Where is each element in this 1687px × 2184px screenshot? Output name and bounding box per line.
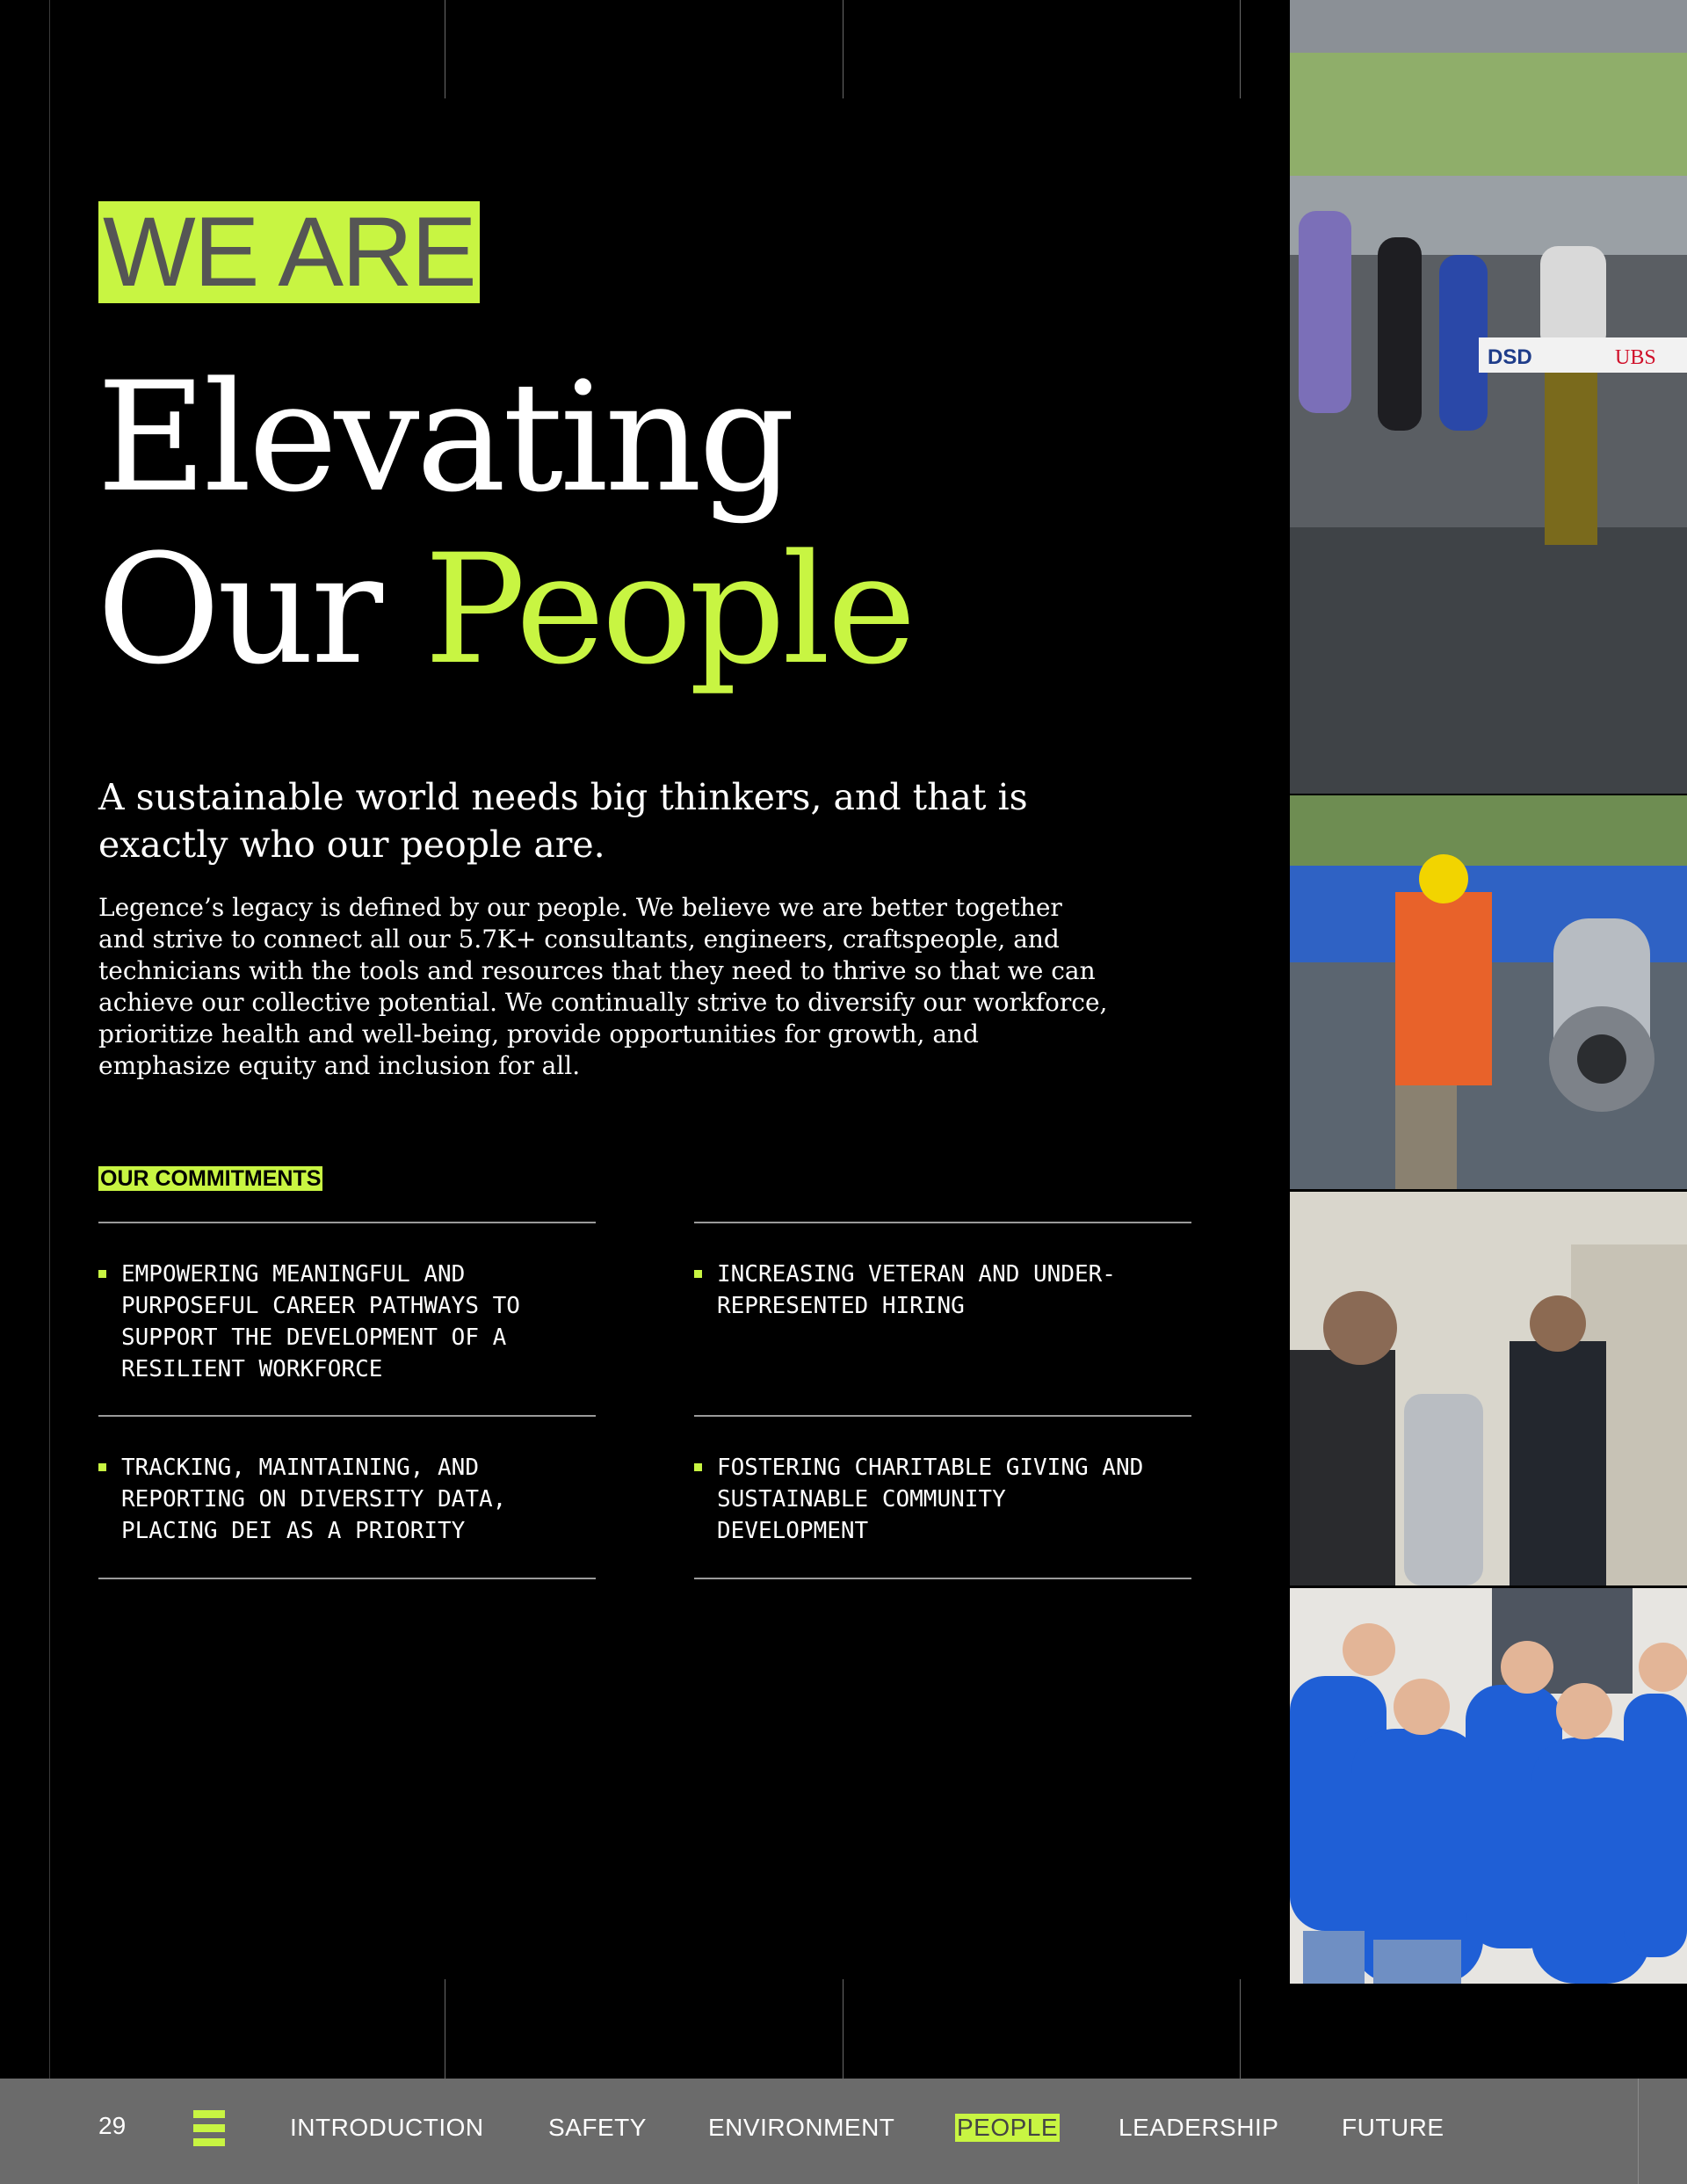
nav-future[interactable]: FUTURE [1342,2114,1444,2141]
guide-line-top-2 [843,0,844,98]
photo-team-blue-hoodies [1290,1588,1687,1984]
commitment-text: TRACKING, MAINTAINING, AND REPORTING ON DIVERSITY DATA, PLACING DEI AS A PRIORITY [121,1455,507,1544]
commitment-text: EMPOWERING MEANINGFUL AND PURPOSEFUL CAREER PATHWAYS TO SUPPORT THE DEVELOPMENT OF A RESILIENT WORKFORCE [121,1261,520,1382]
banner-ubs: UBS [1615,346,1656,369]
divider [98,1415,596,1417]
divider [694,1415,1191,1417]
commitment-item [694,1452,1156,1547]
commitment-text: INCREASING VETERAN AND UNDER-REPRESENTED HIRING [717,1261,1116,1319]
commitment-item [98,1259,561,1385]
guide-line-bottom-2 [843,1979,844,2079]
menu-icon[interactable] [193,2110,225,2149]
bullet-icon [694,1463,702,1471]
commitment-item [98,1452,561,1547]
commitment-text: FOSTERING CHARITABLE GIVING AND SUSTAINABLE COMMUNITY DEVELOPMENT [717,1455,1144,1544]
nav-people[interactable]: PEOPLE [957,2114,1059,2141]
title-line-2 [97,521,913,698]
title-our: Our [97,521,424,698]
we-are-tag: WE ARE [98,201,480,303]
nav-safety[interactable]: SAFETY [548,2114,647,2141]
divider [694,1578,1191,1579]
footer-nav-bar [0,2079,1687,2184]
nav-leadership[interactable]: LEADERSHIP [1119,2114,1279,2141]
photo-technician-equipment [1290,795,1687,1189]
photo-lab-training [1290,1192,1687,1585]
photo-team-solar-carport [1290,0,1687,794]
intro-subhead: A sustainable world needs big thinkers, and that is exactly who our people are. [98,776,1028,866]
footer-right-rule [1638,2079,1639,2184]
title-line-1: Elevating [97,349,793,526]
nav-introduction[interactable]: INTRODUCTION [290,2114,484,2141]
bullet-icon [98,1463,106,1471]
divider [694,1222,1191,1223]
title-people: People [424,521,913,698]
commitments-label: OUR COMMITMENTS [100,1166,322,1191]
guide-line-bottom-3 [1240,1979,1241,2079]
divider [98,1578,596,1579]
banner-dsd: DSD [1488,345,1532,369]
page-number: 29 [98,2112,127,2139]
guide-line-top-3 [1240,0,1241,98]
nav-environment[interactable]: ENVIRONMENT [708,2114,895,2141]
intro-body: Legence’s legacy is defined by our people. We believe we are better together and strive to connect all our 5.7K+ consultants, engineers, craftspeople, and technicians with the tools and resources that they need to thrive so that we can achieve our collective potential. We continually strive to diversify our workforce, prioritize health and well-being, provide opportunities for growth, and emphasize equity and inclusion for all. [98,893,1108,1080]
commitment-item [694,1259,1156,1322]
left-margin-rule [49,0,50,2079]
divider [98,1222,596,1223]
bullet-icon [98,1270,106,1278]
bullet-icon [694,1270,702,1278]
page-title [97,349,913,698]
